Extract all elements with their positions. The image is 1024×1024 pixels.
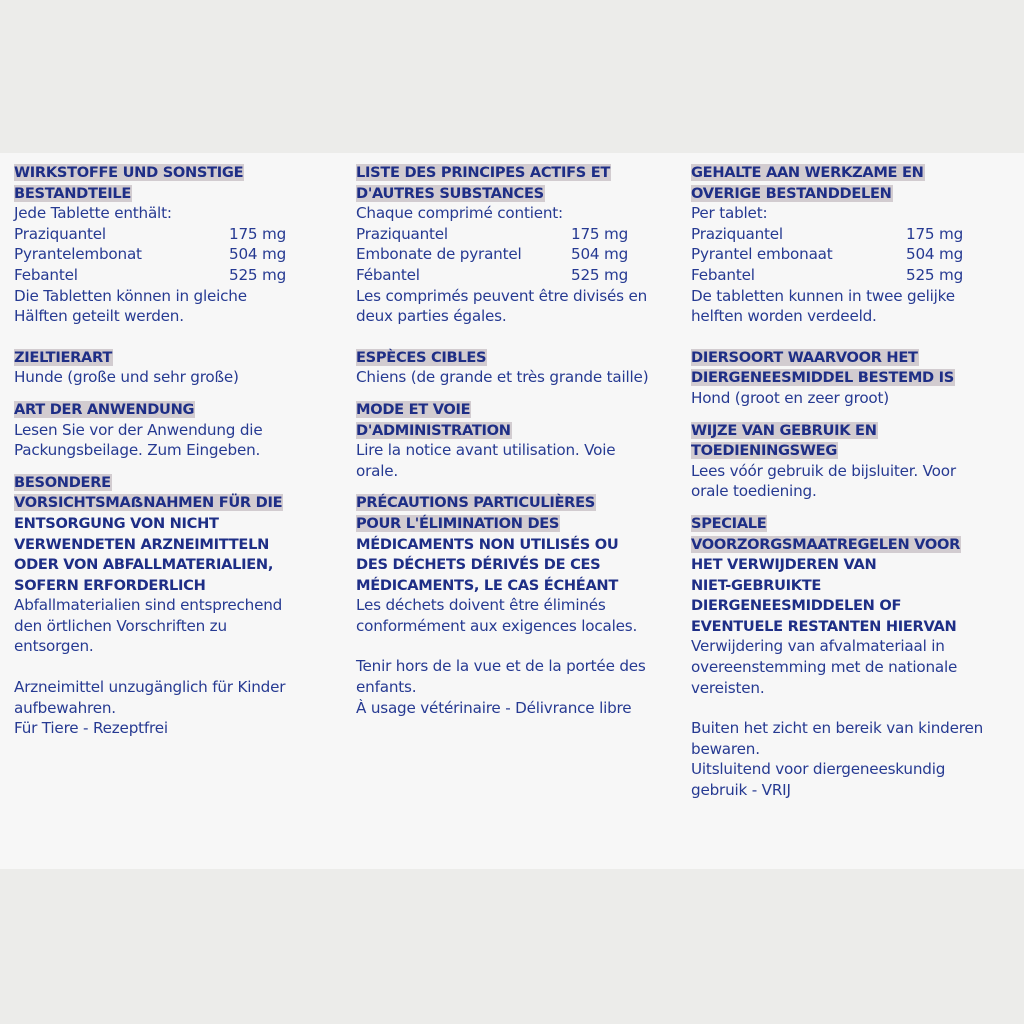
ingredient-row [356,265,686,286]
ingredient-amount: 175 mg [906,224,964,243]
ingredient-amount: 525 mg [229,265,287,284]
heading-disposal [691,554,1021,575]
heading-disposal [356,513,686,534]
heading-target-species-text: DIERSOORT WAARVOOR HET [691,348,918,366]
heading-disposal [14,534,344,555]
heading-active-substances [14,183,344,204]
heading-administration [356,399,686,420]
heading-administration-text: D'ADMINISTRATION [356,421,511,439]
spacer [14,327,344,347]
spacer [14,388,344,399]
heading-active-substances [691,162,1021,183]
heading-disposal [691,616,1021,637]
target-species-text: Hond (groot en zeer groot) [691,388,889,407]
heading-disposal [14,513,344,534]
ingredient-name: Praziquantel [691,224,783,243]
heading-administration-text: ART DER ANWENDUNG [14,400,195,418]
spacer [356,327,686,347]
ingredient-name: Fébantel [356,265,420,284]
heading-disposal [691,513,1021,534]
heading-target-species [14,347,344,368]
heading-disposal-text: DIERGENEESMIDDELEN OF [691,597,902,615]
divisible-note: De tabletten kunnen in twee gelijke [691,286,955,305]
spacer [691,327,1021,347]
heading-target-species [691,367,1021,388]
disposal-text: overeenstemming met de nationale [691,658,958,677]
heading-administration [691,420,1021,441]
heading-disposal [691,575,1021,596]
ingredient-row [14,224,344,245]
heading-active-substances-text: LISTE DES PRINCIPES ACTIFS ET [356,164,611,181]
storage-warning: Buiten het zicht en bereik van kinderen [691,719,984,738]
disposal-text: vereisten. [691,678,765,697]
column-dutch [691,162,1021,801]
storage-warning: enfants. [356,678,417,697]
divisible-note: Les comprimés peuvent être divisés en [356,286,648,305]
administration-text: orale toediening. [691,482,817,501]
heading-active-substances [691,183,1021,204]
heading-administration [14,399,344,420]
heading-administration [356,420,686,441]
heading-active-substances-text: BESTANDTEILE [14,184,132,202]
legal-status: À usage vétérinaire - Délivrance libre [356,698,632,717]
heading-administration [691,440,1021,461]
column-german [14,162,344,739]
ingredient-row [356,224,686,245]
disposal-text: Les déchets doivent être éliminés [356,596,606,615]
heading-target-species-text: ESPÈCES CIBLES [356,348,487,366]
heading-administration-text: WIJZE VAN GEBRUIK EN [691,421,877,439]
heading-disposal [14,492,344,513]
administration-text: orale. [356,461,399,480]
heading-disposal [14,472,344,493]
spacer [691,409,1021,420]
heading-administration-text: MODE ET VOIE [356,400,471,418]
heading-target-species [356,347,686,368]
disposal-text: Verwijdering van afvalmateriaal in [691,637,945,656]
administration-text: Lees vóór gebruik de bijsluiter. Voor [691,461,956,480]
heading-disposal [356,492,686,513]
spacer [14,657,344,677]
heading-disposal-text: DES DÉCHETS DÉRIVÉS DE CES [356,556,601,574]
legal-status: Uitsluitend voor diergeneeskundig [691,760,946,779]
heading-disposal-text: PRÉCAUTIONS PARTICULIÈRES [356,494,595,512]
heading-disposal-text: VORSICHTSMAẞNAHMEN FÜR DIE [14,494,283,512]
administration-text: Packungsbeilage. Zum Eingeben. [14,441,261,460]
heading-target-species-text: ZIELTIERART [14,348,112,366]
per-tablet-text: Jede Tablette enthält: [14,204,172,223]
heading-active-substances [356,183,686,204]
ingredient-amount: 504 mg [571,245,629,264]
target-species-text: Hunde (große und sehr große) [14,368,239,387]
heading-disposal [691,534,1021,555]
heading-disposal-text: VERWENDETEN ARZNEIMITTELN [14,535,269,553]
ingredient-amount: 504 mg [229,245,287,264]
heading-disposal [14,554,344,575]
column-french [356,162,686,718]
heading-disposal [356,575,686,596]
disposal-text: den örtlichen Vorschriften zu [14,616,227,635]
heading-active-substances-text: GEHALTE AAN WERKZAME EN [691,164,924,181]
heading-disposal [14,575,344,596]
target-species-text: Chiens (de grande et très grande taille) [356,368,649,387]
ingredient-amount: 175 mg [229,224,287,243]
divisible-note: helften worden verdeeld. [691,307,877,326]
ingredient-row [14,244,344,265]
storage-warning: Arzneimittel unzugänglich für Kinder [14,678,286,697]
ingredient-row [14,265,344,286]
heading-active-substances [356,162,686,183]
heading-target-species-text: DIERGENEESMIDDEL BESTEMD IS [691,369,954,387]
heading-administration-text: TOEDIENINGSWEG [691,442,838,460]
ingredient-name: Febantel [691,265,755,284]
ingredient-name: Pyrantel embonaat [691,245,833,264]
per-tablet-text: Chaque comprimé contient: [356,204,563,223]
ingredient-name: Praziquantel [356,224,448,243]
ingredient-amount: 504 mg [906,245,964,264]
heading-active-substances-text: OVERIGE BESTANDDELEN [691,184,892,202]
spacer [691,502,1021,513]
ingredient-amount: 175 mg [571,224,629,243]
heading-active-substances-text: WIRKSTOFFE UND SONSTIGE [14,164,244,181]
heading-disposal [356,554,686,575]
heading-disposal [691,595,1021,616]
per-tablet-text: Per tablet: [691,204,768,223]
spacer [691,698,1021,718]
storage-warning: Tenir hors de la vue et de la portée des [356,657,646,676]
storage-warning: bewaren. [691,739,760,758]
divisible-note: deux parties égales. [356,307,507,326]
ingredient-name: Pyrantelembonat [14,245,142,264]
ingredient-name: Embonate de pyrantel [356,245,522,264]
disposal-text: Abfallmaterialien sind entsprechend [14,596,283,615]
divisible-note: Die Tabletten können in gleiche [14,286,247,305]
legal-status: gebruik - VRIJ [691,781,791,800]
heading-disposal-text: MÉDICAMENTS, LE CAS ÉCHÉANT [356,576,619,594]
heading-disposal-text: SPECIALE [691,514,767,532]
heading-disposal-text: MÉDICAMENTS NON UTILISÉS OU [356,535,619,553]
spacer [14,461,344,472]
heading-disposal-text: HET VERWIJDEREN VAN [691,556,877,574]
spacer [356,388,686,399]
heading-disposal-text: EVENTUELE RESTANTEN HIERVAN [691,617,957,635]
heading-disposal-text: NIET-GEBRUIKTE [691,576,822,594]
ingredient-row [356,244,686,265]
heading-disposal-text: ENTSORGUNG VON NICHT [14,514,219,532]
ingredient-row [691,224,1021,245]
divisible-note: Hälften geteilt werden. [14,307,184,326]
heading-disposal [356,534,686,555]
ingredient-amount: 525 mg [571,265,629,284]
ingredient-name: Praziquantel [14,224,106,243]
ingredient-name: Febantel [14,265,78,284]
heading-active-substances-text: D'AUTRES SUBSTANCES [356,184,544,202]
disposal-text: conformément aux exigences locales. [356,616,638,635]
administration-text: Lire la notice avant utilisation. Voie [356,441,616,460]
heading-disposal-text: POUR L'ÉLIMINATION DES [356,514,560,532]
heading-disposal-text: ODER VON ABFALLMATERIALIEN, [14,556,274,574]
storage-warning: aufbewahren. [14,698,116,717]
spacer [356,481,686,492]
ingredient-row [691,244,1021,265]
heading-disposal-text: BESONDERE [14,473,111,491]
heading-disposal-text: VOORZORGSMAATREGELEN VOOR [691,535,961,553]
disposal-text: entsorgen. [14,637,94,656]
spacer [356,636,686,656]
ingredient-amount: 525 mg [906,265,964,284]
heading-target-species [691,347,1021,368]
heading-active-substances [14,162,344,183]
ingredient-row [691,265,1021,286]
administration-text: Lesen Sie vor der Anwendung die [14,420,263,439]
heading-disposal-text: SOFERN ERFORDERLICH [14,576,206,594]
legal-status: Für Tiere - Rezeptfrei [14,719,168,738]
